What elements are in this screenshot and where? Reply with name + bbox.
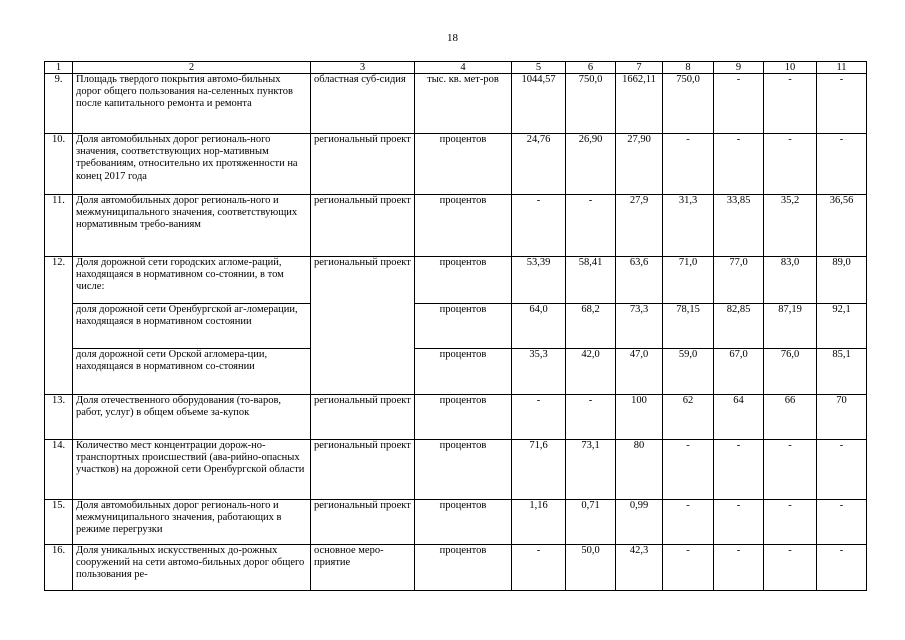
value-col-5: 64,0 xyxy=(512,304,566,349)
value-col-10: - xyxy=(764,545,817,591)
indicator-source: областная суб-сидия xyxy=(311,74,415,134)
value-col-6: 73,1 xyxy=(566,440,616,500)
indicator-source: региональный проект xyxy=(311,500,415,545)
value-col-7: 100 xyxy=(616,395,663,440)
value-col-6: - xyxy=(566,195,616,257)
indicator-name: Доля автомобильных дорог региональ-ного и межмуниципального значения, работающих в режиме перегрузки xyxy=(73,500,311,545)
header-col-10: 10 xyxy=(764,62,817,74)
indicator-source: региональный проект xyxy=(311,440,415,500)
indicator-source: региональный проект xyxy=(311,257,415,395)
row-number: 16. xyxy=(45,545,73,591)
value-col-9: - xyxy=(714,74,764,134)
value-col-6: 58,41 xyxy=(566,257,616,304)
value-col-7: 47,0 xyxy=(616,349,663,395)
header-col-3: 3 xyxy=(311,62,415,74)
indicator-name: Доля дорожной сети городских агломе-раций, находящаяся в нормативном со-стоянии, в том числе: xyxy=(73,257,311,304)
value-col-5: - xyxy=(512,395,566,440)
indicator-name: доля дорожной сети Оренбургской аг-ломерации, находящаяся в нормативном состоянии xyxy=(73,304,311,349)
value-col-11: - xyxy=(817,74,867,134)
row-number: 15. xyxy=(45,500,73,545)
value-col-6: 750,0 xyxy=(566,74,616,134)
value-col-8: 62 xyxy=(663,395,714,440)
table-row xyxy=(45,134,867,195)
indicator-name: Доля автомобильных дорог региональ-ного значения, соответствующих нор-мативным требованиям, относительно их протяженности на конец 2017 года xyxy=(73,134,311,195)
row-number: 14. xyxy=(45,440,73,500)
row-number: 11. xyxy=(45,195,73,257)
indicator-source: основное меро-приятие xyxy=(311,545,415,591)
indicator-unit: тыс. кв. мет-ров xyxy=(415,74,512,134)
value-col-6: - xyxy=(566,395,616,440)
header-col-1: 1 xyxy=(45,62,73,74)
indicator-unit: процентов xyxy=(415,257,512,304)
value-col-7: 73,3 xyxy=(616,304,663,349)
value-col-11: 36,56 xyxy=(817,195,867,257)
value-col-8: 71,0 xyxy=(663,257,714,304)
indicator-source: региональный проект xyxy=(311,134,415,195)
indicator-source: региональный проект xyxy=(311,395,415,440)
header-col-7: 7 xyxy=(616,62,663,74)
indicator-name: Количество мест концентрации дорож-но-транспортных происшествий (ава-рийно-опасных участков) на дорожной сети Оренбургской области xyxy=(73,440,311,500)
row-number: 12. xyxy=(45,257,73,395)
indicators-table xyxy=(44,61,867,591)
value-col-7: 0,99 xyxy=(616,500,663,545)
header-col-4: 4 xyxy=(415,62,512,74)
value-col-7: 27,90 xyxy=(616,134,663,195)
value-col-5: - xyxy=(512,195,566,257)
table-row xyxy=(45,304,867,349)
value-col-7: 42,3 xyxy=(616,545,663,591)
value-col-9: - xyxy=(714,440,764,500)
row-number: 13. xyxy=(45,395,73,440)
value-col-10: 76,0 xyxy=(764,349,817,395)
indicator-name: Доля автомобильных дорог региональ-ного и межмуниципального значения, соответствующих нормативным требо-ваниям xyxy=(73,195,311,257)
table-row xyxy=(45,195,867,257)
value-col-9: 67,0 xyxy=(714,349,764,395)
value-col-9: 64 xyxy=(714,395,764,440)
value-col-5: - xyxy=(512,545,566,591)
row-number: 10. xyxy=(45,134,73,195)
value-col-6: 0,71 xyxy=(566,500,616,545)
value-col-9: 33,85 xyxy=(714,195,764,257)
value-col-11: - xyxy=(817,545,867,591)
value-col-8: - xyxy=(663,500,714,545)
row-number: 9. xyxy=(45,74,73,134)
indicator-unit: процентов xyxy=(415,195,512,257)
value-col-6: 50,0 xyxy=(566,545,616,591)
header-col-2: 2 xyxy=(73,62,311,74)
value-col-8: 31,3 xyxy=(663,195,714,257)
table-row xyxy=(45,440,867,500)
page-number: 18 xyxy=(447,32,458,44)
value-col-5: 35,3 xyxy=(512,349,566,395)
value-col-8: - xyxy=(663,134,714,195)
value-col-11: 70 xyxy=(817,395,867,440)
indicator-unit: процентов xyxy=(415,349,512,395)
header-col-6: 6 xyxy=(566,62,616,74)
value-col-7: 27,9 xyxy=(616,195,663,257)
value-col-7: 63,6 xyxy=(616,257,663,304)
value-col-11: - xyxy=(817,440,867,500)
value-col-5: 1,16 xyxy=(512,500,566,545)
value-col-10: 83,0 xyxy=(764,257,817,304)
value-col-10: - xyxy=(764,134,817,195)
value-col-11: - xyxy=(817,500,867,545)
value-col-10: - xyxy=(764,440,817,500)
value-col-7: 80 xyxy=(616,440,663,500)
value-col-10: - xyxy=(764,74,817,134)
table-row xyxy=(45,545,867,591)
indicator-name: Доля отечественного оборудования (то-варов, работ, услуг) в общем объеме за-купок xyxy=(73,395,311,440)
value-col-6: 68,2 xyxy=(566,304,616,349)
value-col-9: 82,85 xyxy=(714,304,764,349)
indicator-unit: процентов xyxy=(415,500,512,545)
value-col-10: 35,2 xyxy=(764,195,817,257)
value-col-11: 85,1 xyxy=(817,349,867,395)
header-col-8: 8 xyxy=(663,62,714,74)
value-col-6: 42,0 xyxy=(566,349,616,395)
value-col-5: 53,39 xyxy=(512,257,566,304)
value-col-8: - xyxy=(663,545,714,591)
indicator-name: доля дорожной сети Орской агломера-ции, находящаяся в нормативном со-стоянии xyxy=(73,349,311,395)
header-row xyxy=(45,62,867,74)
indicator-source: региональный проект xyxy=(311,195,415,257)
value-col-10: 66 xyxy=(764,395,817,440)
value-col-9: - xyxy=(714,134,764,195)
header-col-9: 9 xyxy=(714,62,764,74)
indicator-unit: процентов xyxy=(415,395,512,440)
value-col-11: 92,1 xyxy=(817,304,867,349)
table-row xyxy=(45,74,867,134)
table-row xyxy=(45,257,867,304)
table-row xyxy=(45,349,867,395)
indicator-name: Площадь твердого покрытия автомо-бильных дорог общего пользования на-селенных пунктов после капитального ремонта и ремонта xyxy=(73,74,311,134)
table-row xyxy=(45,395,867,440)
value-col-11: - xyxy=(817,134,867,195)
value-col-10: 87,19 xyxy=(764,304,817,349)
value-col-11: 89,0 xyxy=(817,257,867,304)
value-col-8: - xyxy=(663,440,714,500)
value-col-5: 71,6 xyxy=(512,440,566,500)
value-col-7: 1662,11 xyxy=(616,74,663,134)
value-col-9: 77,0 xyxy=(714,257,764,304)
value-col-8: 750,0 xyxy=(663,74,714,134)
value-col-8: 59,0 xyxy=(663,349,714,395)
value-col-5: 1044,57 xyxy=(512,74,566,134)
value-col-9: - xyxy=(714,500,764,545)
value-col-5: 24,76 xyxy=(512,134,566,195)
value-col-9: - xyxy=(714,545,764,591)
indicator-unit: процентов xyxy=(415,440,512,500)
header-col-5: 5 xyxy=(512,62,566,74)
value-col-6: 26,90 xyxy=(566,134,616,195)
indicator-unit: процентов xyxy=(415,304,512,349)
value-col-10: - xyxy=(764,500,817,545)
table-row xyxy=(45,500,867,545)
header-col-11: 11 xyxy=(817,62,867,74)
indicator-unit: процентов xyxy=(415,545,512,591)
indicator-name: Доля уникальных искусственных до-рожных сооружений на сети автомо-бильных дорог общего пользования ре- xyxy=(73,545,311,591)
value-col-8: 78,15 xyxy=(663,304,714,349)
indicator-unit: процентов xyxy=(415,134,512,195)
